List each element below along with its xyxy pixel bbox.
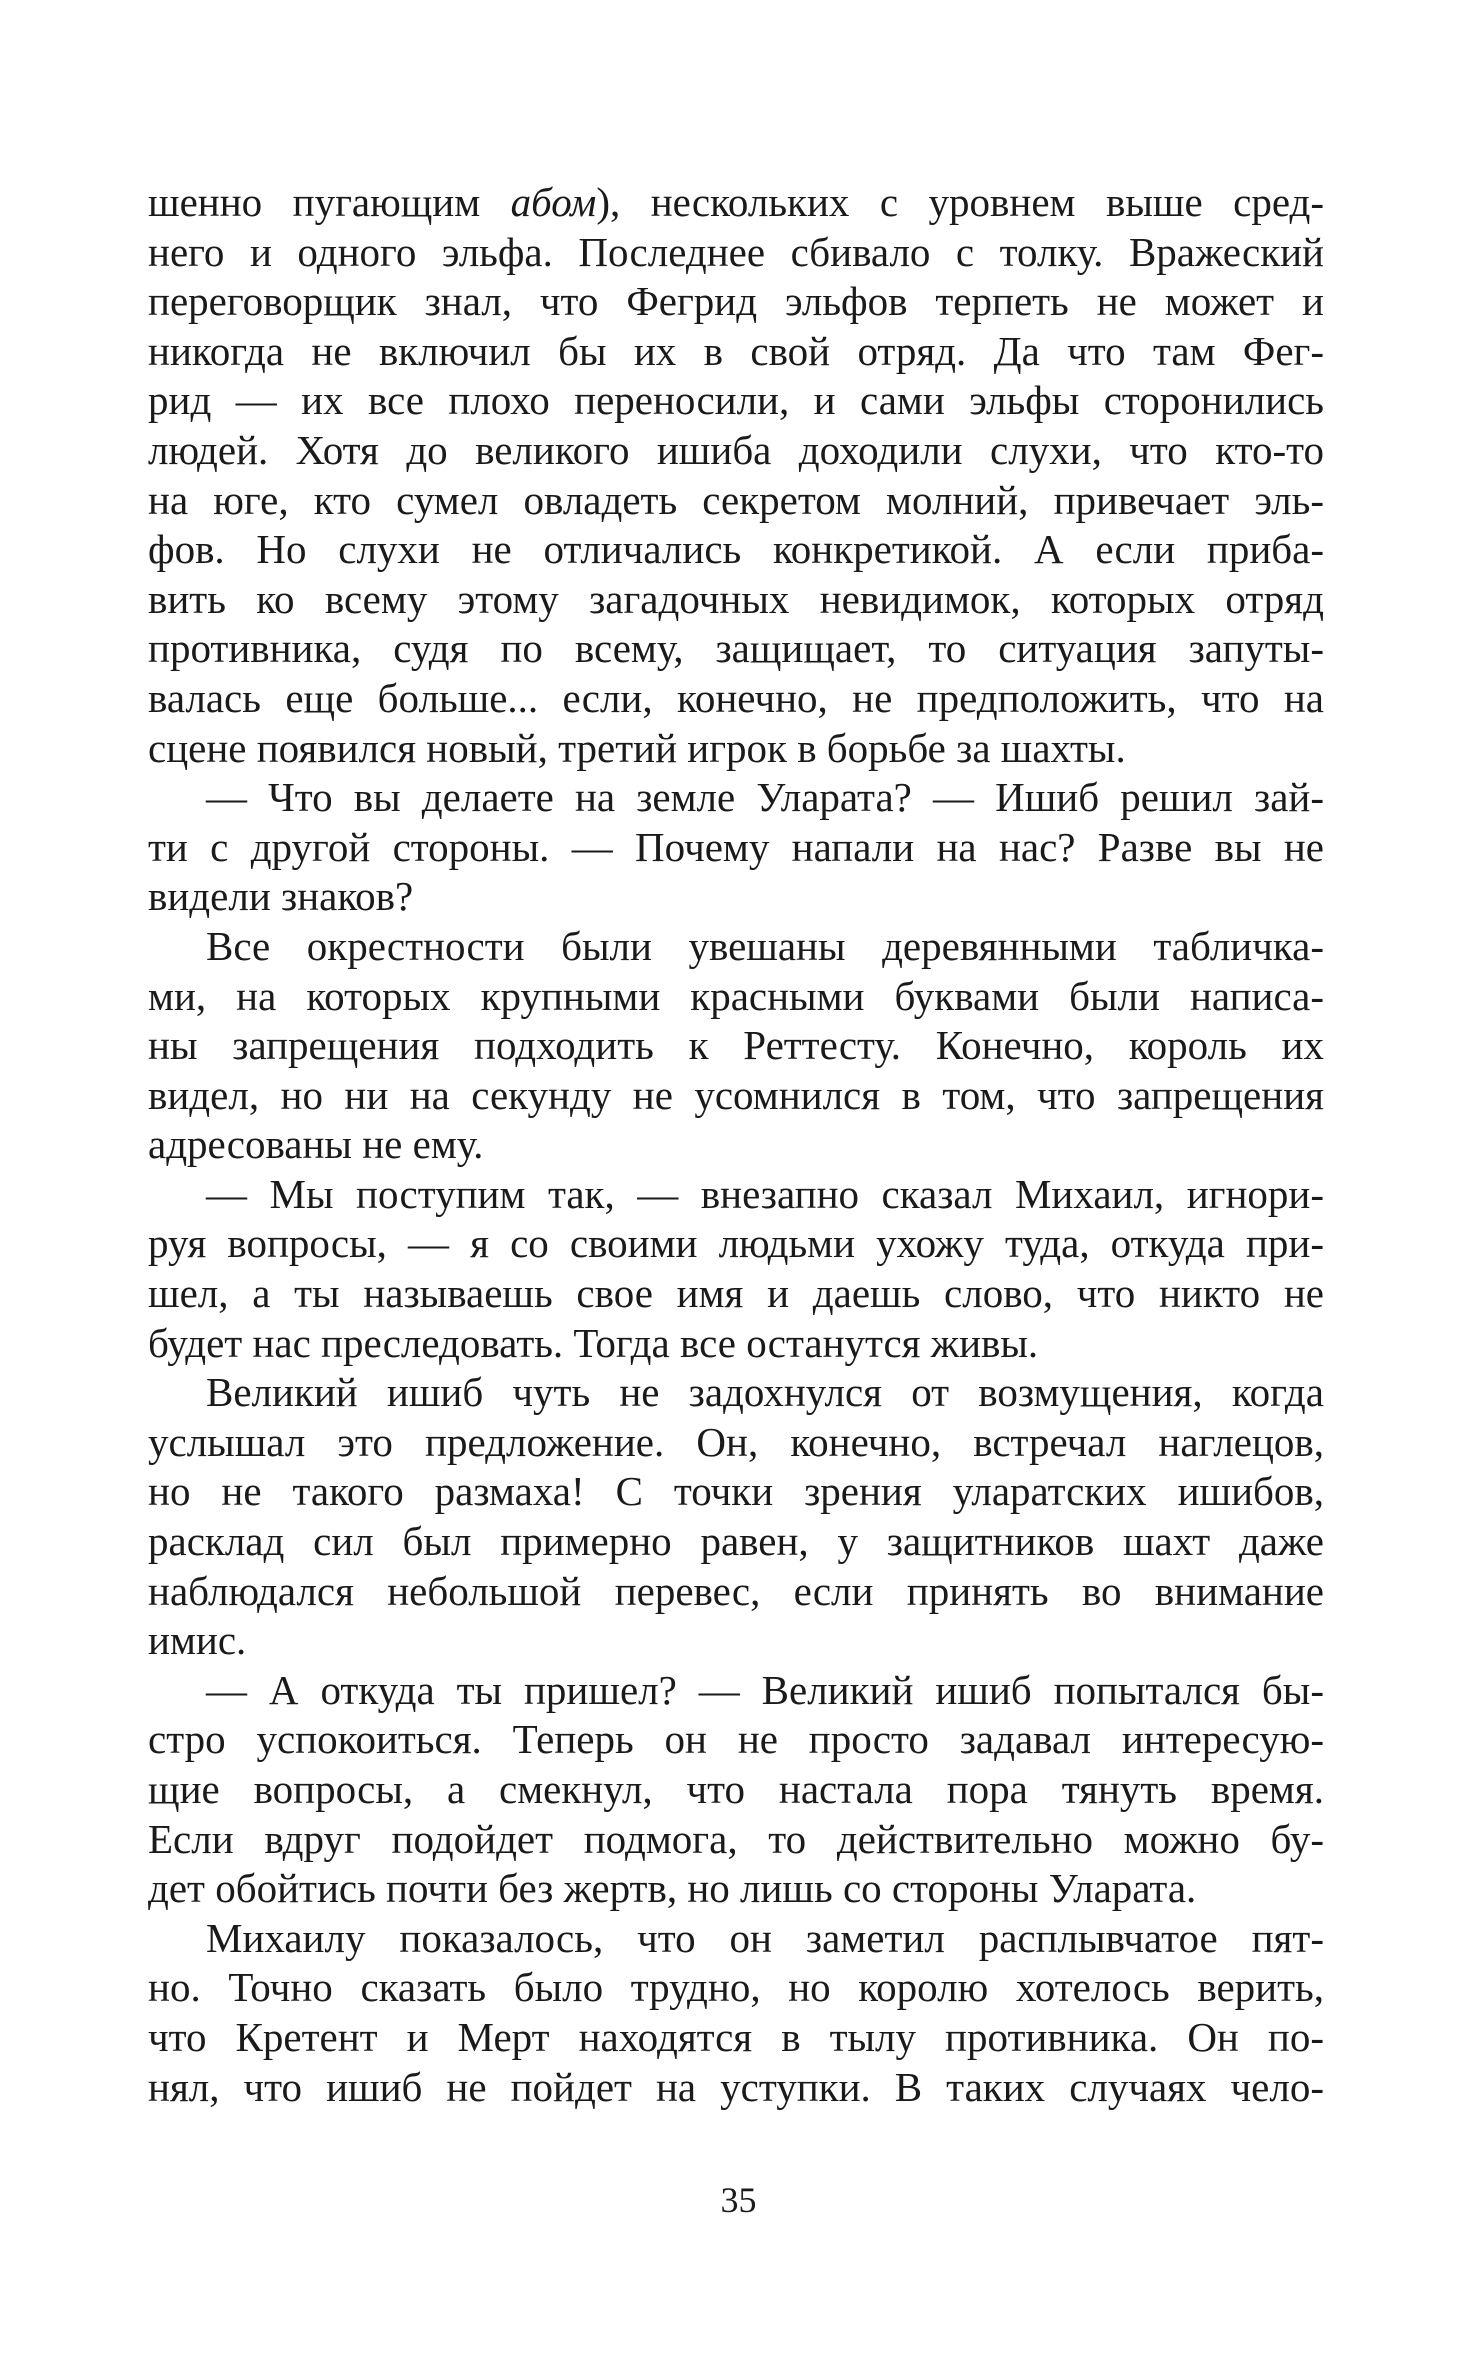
text-line: на юге, кто сумел овладеть секретом молний, привечает эль- xyxy=(148,476,1324,523)
text-line: будет нас преследовать. Тогда все останутся живы. xyxy=(148,1319,1039,1366)
text-line: дет обойтись почти без жертв, но лишь со стороны Уларата. xyxy=(148,1865,1197,1912)
text-line: руя вопросы, — я со своими людьми ухожу туда, откуда при- xyxy=(148,1220,1324,1267)
text-line: ми, на которых крупными красными буквами были написа- xyxy=(148,972,1324,1019)
body-text xyxy=(148,178,1324,2112)
text-line: Михаилу показалось, что он заметил расплывчатое пят- xyxy=(206,1914,1324,1961)
text-line: фов. Но слухи не отличались конкретикой. А если приба- xyxy=(148,526,1324,573)
text-line: противника, судя по всему, защищает, то ситуация запуты- xyxy=(148,625,1324,672)
text-line: ны запрещения подходить к Реттесту. Конечно, король их xyxy=(148,1022,1324,1069)
text-line: переговорщик знал, что Фегрид эльфов терпеть не может и xyxy=(148,278,1324,325)
text-line: сцене появился новый, третий игрок в борьбе за шахты. xyxy=(148,724,1126,771)
text-line: наблюдался небольшой перевес, если принять во внимание xyxy=(148,1567,1324,1614)
text-line: нял, что ишиб не пойдет на уступки. В таких случаях чело- xyxy=(148,2063,1324,2110)
text-line: видел, но ни на секунду не усомнился в том, что запрещения xyxy=(148,1071,1324,1118)
text-line: — Мы поступим так, — внезапно сказал Михаил, игнори- xyxy=(206,1170,1324,1217)
text-line: стро успокоиться. Теперь он не просто задавал интересую- xyxy=(148,1716,1324,1763)
text-line: него и одного эльфа. Последнее сбивало с толку. Вражеский xyxy=(148,228,1324,275)
text-line: что Кретент и Мерт находятся в тылу противника. Он по- xyxy=(148,2013,1324,2060)
text-line: — Что вы делаете на земле Уларата? — Ишиб решил зай- xyxy=(206,774,1324,821)
page-number: 35 xyxy=(720,2180,757,2220)
text-line: но не такого размаха! С точки зрения уларатских ишибов, xyxy=(148,1468,1324,1515)
text-line: людей. Хотя до великого ишиба доходили слухи, что кто-то xyxy=(148,426,1324,473)
text-line: услышал это предложение. Он, конечно, встречал наглецов, xyxy=(148,1418,1324,1465)
text-line: Все окрестности были увешаны деревянными табличка- xyxy=(206,922,1324,969)
text-line: адресованы не ему. xyxy=(148,1121,484,1168)
text-line: Если вдруг подойдет подмога, то действительно можно бу- xyxy=(148,1815,1324,1862)
text-line: валась еще больше... если, конечно, не предположить, что на xyxy=(148,674,1324,721)
text-line: шел, а ты называешь свое имя и даешь слово, что никто не xyxy=(148,1270,1324,1317)
text-line: щие вопросы, а смекнул, что настала пора тянуть время. xyxy=(148,1766,1324,1812)
text-line: но. Точно сказать было трудно, но королю хотелось верить, xyxy=(148,1964,1324,2011)
text-line: никогда не включил бы их в свой отряд. Да что там Фег- xyxy=(148,327,1324,374)
text-line: рид — их все плохо переносили, и сами эльфы сторонились xyxy=(148,377,1324,424)
text-line: — А откуда ты пришел? — Великий ишиб попытался бы- xyxy=(206,1666,1324,1713)
text-line: видели знаков? xyxy=(148,873,414,920)
text-line: имис. xyxy=(148,1617,247,1664)
text-line: шенно пугающим абом), нескольких с уровнем выше сред- xyxy=(148,179,1324,225)
text-line: расклад сил был примерно равен, у защитников шахт даже xyxy=(148,1518,1324,1565)
text-line: Великий ишиб чуть не задохнулся от возмущения, когда xyxy=(206,1369,1324,1416)
text-line: ти с другой стороны. — Почему напали на нас? Разве вы не xyxy=(148,823,1324,870)
text-line: вить ко всему этому загадочных невидимок, которых отряд xyxy=(148,575,1324,622)
